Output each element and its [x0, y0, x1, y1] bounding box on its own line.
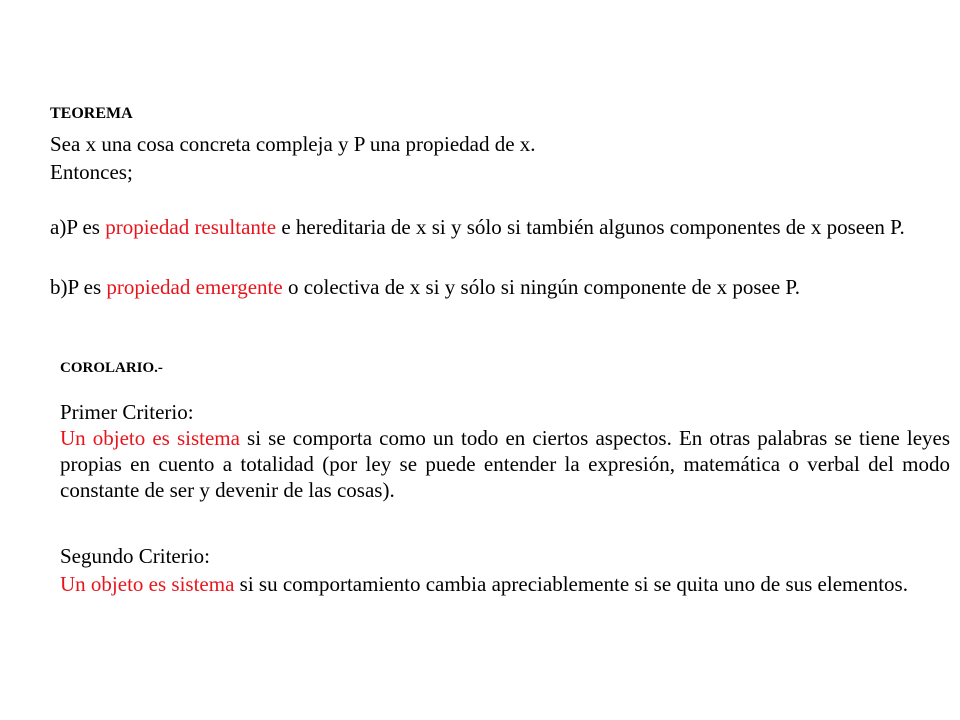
item-b-suffix: o colectiva de x si y sólo si ningún componente de x posee P.: [282, 275, 801, 299]
criterio2-highlight: Un objeto es sistema: [60, 572, 235, 596]
teorema-statement: Sea x una cosa concreta compleja y P una propiedad de x.: [50, 132, 536, 156]
criterio1-title: Primer Criterio:: [60, 400, 194, 424]
criterio2-suffix: si su comportamiento cambia apreciablemente si se quita uno de sus elementos.: [234, 572, 908, 596]
teorema-then: Entonces;: [50, 160, 133, 184]
teorema-heading: TEOREMA: [50, 105, 133, 122]
item-b-prefix: b)P es: [50, 275, 107, 299]
criterio2-title: Segundo Criterio:: [60, 544, 210, 568]
teorema-item-a: [50, 214, 950, 240]
corolario-heading: COROLARIO.-: [60, 360, 163, 376]
criterio2-body: [60, 571, 950, 597]
item-a-prefix: a)P es: [50, 215, 106, 239]
criterio1-body: [60, 425, 950, 503]
item-b-highlight: propiedad emergente: [106, 275, 283, 299]
item-a-highlight: propiedad resultante: [105, 215, 277, 239]
criterio1-suffix: si se comporta como un todo en ciertos aspectos. En otras palabras se tiene leyes propias en cuento a totalidad (por ley se puede entender la expresión, matemática o verbal del modo constante de ser y devenir de las cosas).: [60, 426, 951, 502]
teorema-item-b: [50, 274, 950, 300]
item-a-suffix: e hereditaria de x si y sólo si también algunos componentes de x poseen P.: [276, 215, 905, 239]
criterio1-highlight: Un objeto es sistema: [60, 426, 240, 450]
